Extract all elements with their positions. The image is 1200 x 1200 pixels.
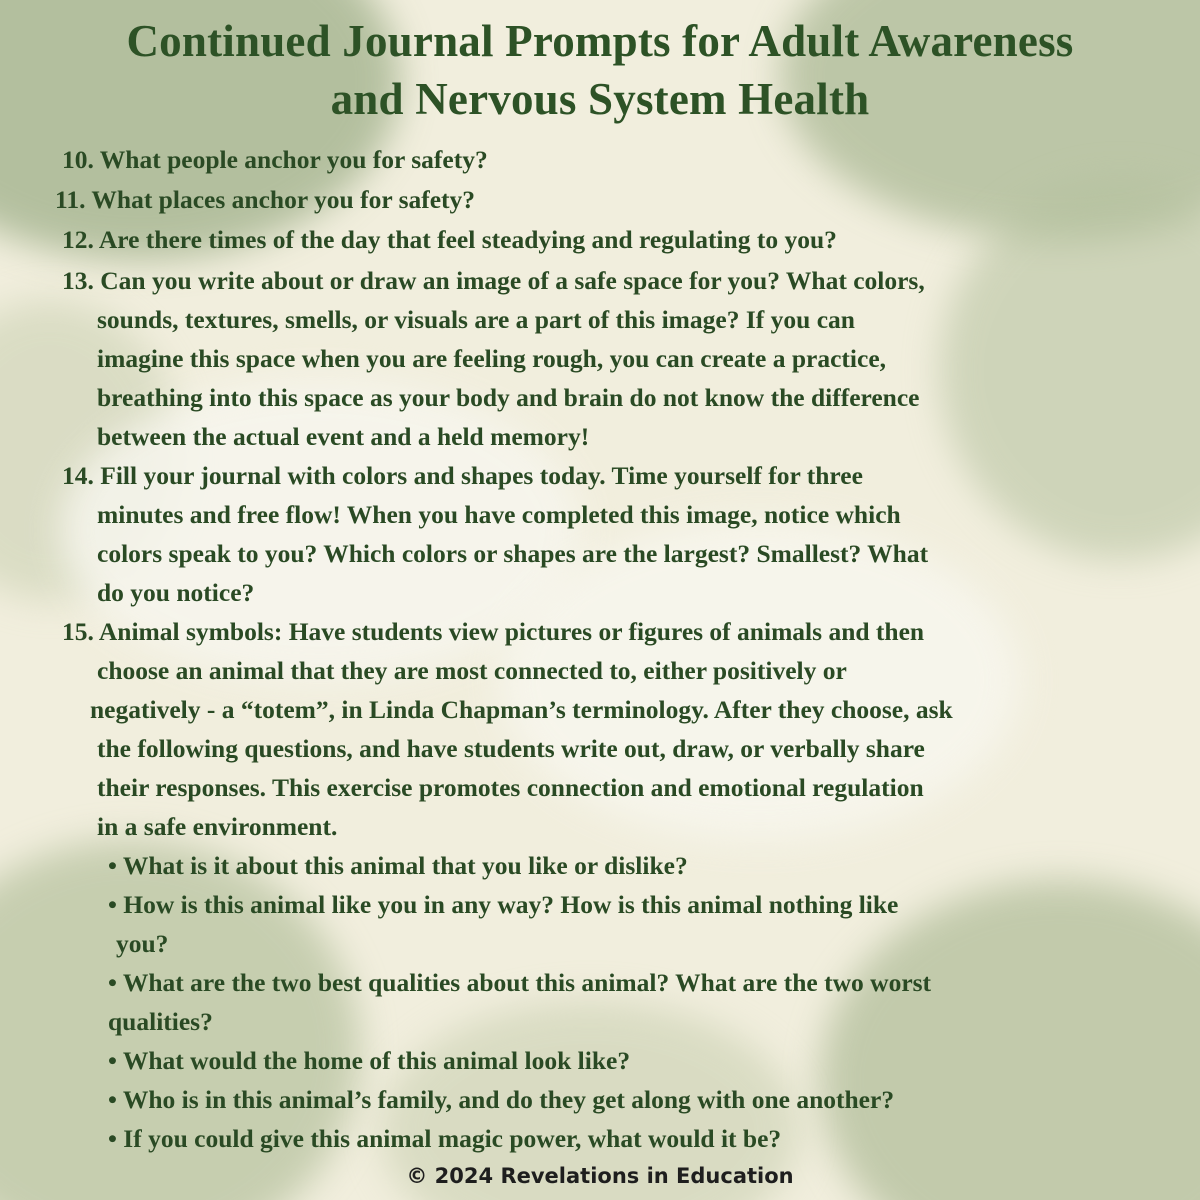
bullet-item: • Who is in this animal’s family, and do they get along with one another?	[108, 1085, 895, 1114]
prompt-line: 14. Fill your journal with colors and shapes today. Time yourself for three	[62, 461, 863, 490]
prompt-line: do you notice?	[97, 578, 255, 607]
prompt-line: the following questions, and have students write out, draw, or verbally share	[97, 734, 925, 763]
prompt-line: 15. Animal symbols: Have students view pictures or figures of animals and then	[62, 617, 925, 646]
bullet-item: • What are the two best qualities about this animal? What are the two worst	[108, 968, 932, 997]
bullet-item: • What is it about this animal that you like or dislike?	[108, 851, 688, 880]
prompt-line: 11. What places anchor you for safety?	[55, 185, 476, 214]
prompt-line: imagine this space when you are feeling rough, you can create a practice,	[97, 344, 887, 373]
prompt-line: between the actual event and a held memory!	[97, 422, 590, 451]
bullet-item: you?	[116, 929, 169, 958]
prompt-line: their responses. This exercise promotes connection and emotional regulation	[97, 773, 924, 802]
bullet-item: qualities?	[108, 1007, 213, 1036]
prompt-line: sounds, textures, smells, or visuals are a part of this image? If you can	[97, 305, 855, 334]
bullet-item: • If you could give this animal magic power, what would it be?	[108, 1124, 782, 1153]
prompt-line: choose an animal that they are most connected to, either positively or	[97, 656, 847, 685]
bullet-item: • What would the home of this animal look like?	[108, 1046, 631, 1075]
prompt-line: negatively - a “totem”, in Linda Chapman’s terminology. After they choose, ask	[90, 695, 953, 724]
bullet-item: • How is this animal like you in any way? How is this animal nothing like	[108, 890, 899, 919]
prompt-line: colors speak to you? Which colors or shapes are the largest? Smallest? What	[97, 539, 929, 568]
prompt-line: 13. Can you write about or draw an image of a safe space for you? What colors,	[62, 266, 925, 295]
prompt-line: in a safe environment.	[97, 812, 338, 841]
prompt-line: 12. Are there times of the day that feel steadying and regulating to you?	[62, 225, 837, 254]
title-line-1: Continued Journal Prompts for Adult Awareness	[126, 16, 1074, 66]
prompt-line: 10. What people anchor you for safety?	[62, 145, 488, 174]
title-line-2: and Nervous System Health	[330, 74, 870, 124]
prompt-line: minutes and free flow! When you have completed this image, notice which	[97, 500, 901, 529]
prompt-line: breathing into this space as your body and brain do not know the difference	[97, 383, 920, 412]
page-title	[0, 12, 1200, 128]
copyright-footer: © 2024 Revelations in Education	[406, 1164, 794, 1188]
